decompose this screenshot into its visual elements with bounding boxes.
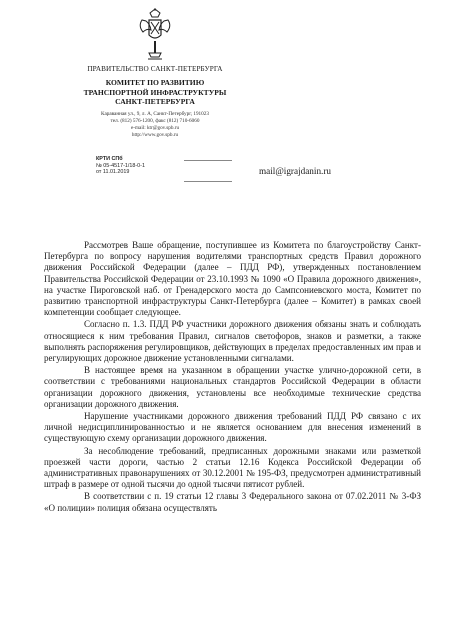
contact-block: [40, 111, 270, 139]
coat-of-arms-emblem: [137, 8, 173, 62]
paragraph: В соответствии с п. 19 статьи 12 главы 3 Федерального закона от 07.02.2011 № 3-ФЗ «О полиции» полиция обязана осуществлять: [44, 491, 421, 513]
committee-line: САНКТ-ПЕТЕРБУРГА: [115, 97, 195, 106]
blank-line: [184, 181, 232, 182]
registration-stamp: [96, 156, 145, 176]
website: http://www.gov.spb.ru: [131, 131, 179, 138]
stamp-org: КРТИ СПб: [96, 156, 123, 162]
paragraph: Согласно п. 1.3. ПДД РФ участники дорожного движения обязаны знать и соблюдать относящиеся к ним требования Правил, сигналов светофоров, знаков и разметки, а также выполнять распоряжения регулировщиков, действующих в пределах предоставленных им прав и регулирующих дорожное движение установленными сигналами.: [44, 319, 421, 364]
contact-email: e-mail: ktr@gov.spb.ru: [130, 124, 180, 131]
paragraph: За несоблюдение требований, предписанных дорожными знаками или разметкой проезжей части дороги, частью 2 статьи 12.16 Кодекса Российской Федерации об административных правонарушениях от 30.12.2001 № 195-ФЗ, предусмотрен административный штраф в размере от одной тысячи до одной тысячи пятисот рублей.: [44, 445, 421, 490]
committee-line: КОМИТЕТ ПО РАЗВИТИЮ: [105, 78, 205, 87]
phone-fax: тел. (812) 576-1200, факс (812) 710-6060: [110, 117, 200, 124]
committee-name: [40, 78, 270, 107]
letter-body: [44, 240, 421, 515]
blank-line: [184, 160, 232, 161]
government-title: ПРАВИТЕЛЬСТВО САНКТ-ПЕТЕРБУРГА: [87, 65, 223, 73]
committee-line: ТРАНСПОРТНОЙ ИНФРАСТРУКТУРЫ: [83, 87, 227, 97]
stamp-number: № 05-4517-1/18-0-1: [96, 162, 145, 169]
paragraph: В настоящее время на указанном в обращении участке улично-дорожной сети, в соответствии с требованиями национальных стандартов Российской Федерации в области организации дорожного движения, установлены все необходимые технические средства организации дорожного движения.: [44, 365, 421, 409]
address: Караванная ул., 9, л. А, Санкт-Петербург, 191023: [101, 110, 209, 117]
letterhead: [40, 8, 270, 139]
stamp-date: от 11.01.2019: [96, 169, 130, 176]
paragraph: Рассмотрев Ваше обращение, поступившее из Комитета по благоустройству Санкт-Петербурга по вопросу нарушения водителями транспортных средств Правил дорожного движения Российской Федерации (далее – ПДД РФ), утвержденных постановлением Правительства Российской Федерации от 23.10.1993 № 1090 «О Правила дорожного движения», на участке Пироговской наб. от Гренадерского моста до Сампсониевского моста, Комитет по развитию транспортной инфраструктуры Санкт-Петербурга (далее – Комитет) в рамках своей компетенции сообщает следующее.: [44, 240, 421, 318]
recipient-email: mail@igrajdanin.ru: [259, 166, 331, 176]
paragraph: Нарушение участниками дорожного движения требований ПДД РФ связано с их личной недисциплинированностью и не является основанием для внесения изменений в существующую схему организации дорожного движения.: [44, 411, 421, 444]
